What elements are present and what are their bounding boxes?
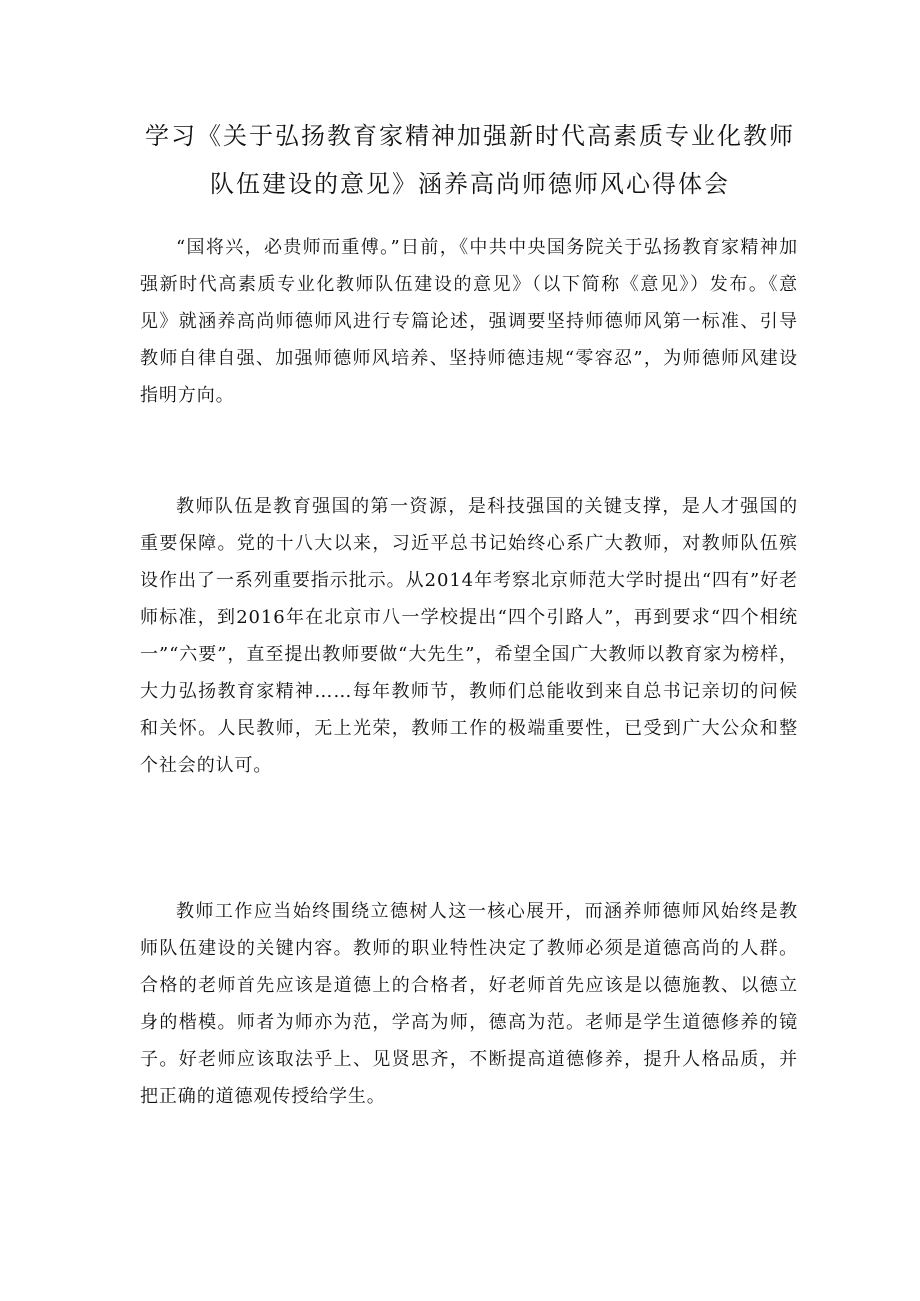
document-title: [120, 112, 820, 208]
title-line-2: 队伍建设的意见》涵养高尚师德师风心得体会: [210, 170, 730, 198]
title-line-1: 学习《关于弘扬教育家精神加强新时代高素质专业化教师: [145, 122, 795, 150]
paragraph-2: 教师队伍是教育强国的第一资源，是科技强国的关键支撑，是人才强国的重要保障。党的十八大以来，习近平总书记始终心系广大教师，对教师队伍殡设作出了一系列重要指示批示。从2014年考察北京师范大学时提出“四有”好老师标准，到2016年在北京市八一学校提出“四个引路人”，再到要求“四个相统一”“六要”，直至提出教师要做“大先生”，希望全国广大教师以教育家为榜样，大力弘扬教育家精神……每年教师节，教师们总能收到来自总书记亲切的问候和关怀。人民教师，无上光荣，教师工作的极端重要性，已受到广大公众和整个社会的认可。: [140, 496, 798, 776]
paragraph-3: 教师工作应当始终围绕立德树人这一核心展开，而涵养师德师风始终是教师队伍建设的关键内容。教师的职业特性决定了教师必须是道德高尚的人群。合格的老师首先应该是道德上的合格者，好老师首先应该是以德施教、以德立身的楷模。师者为师亦为范，学高为师，德高为范。老师是学生道德修养的镜子。好老师应该取法乎上、见贤思齐，不断提高道德修养，提升人格品质，并把正确的道德观传授给学生。: [140, 901, 798, 1107]
paragraph-1: “国将兴，必贵师而重傅。”日前，《中共中央国务院关于弘扬教育家精神加强新时代高素质专业化教师队伍建设的意见》（以下简称《意见》）发布。《意见》就涵养高尚师德师风进行专篇论述，强调要坚持师德师风第一标准、引导教师自律自强、加强师德师风培养、坚持师德违规“零容忍”，为师德师风建设指明方向。: [140, 237, 798, 406]
